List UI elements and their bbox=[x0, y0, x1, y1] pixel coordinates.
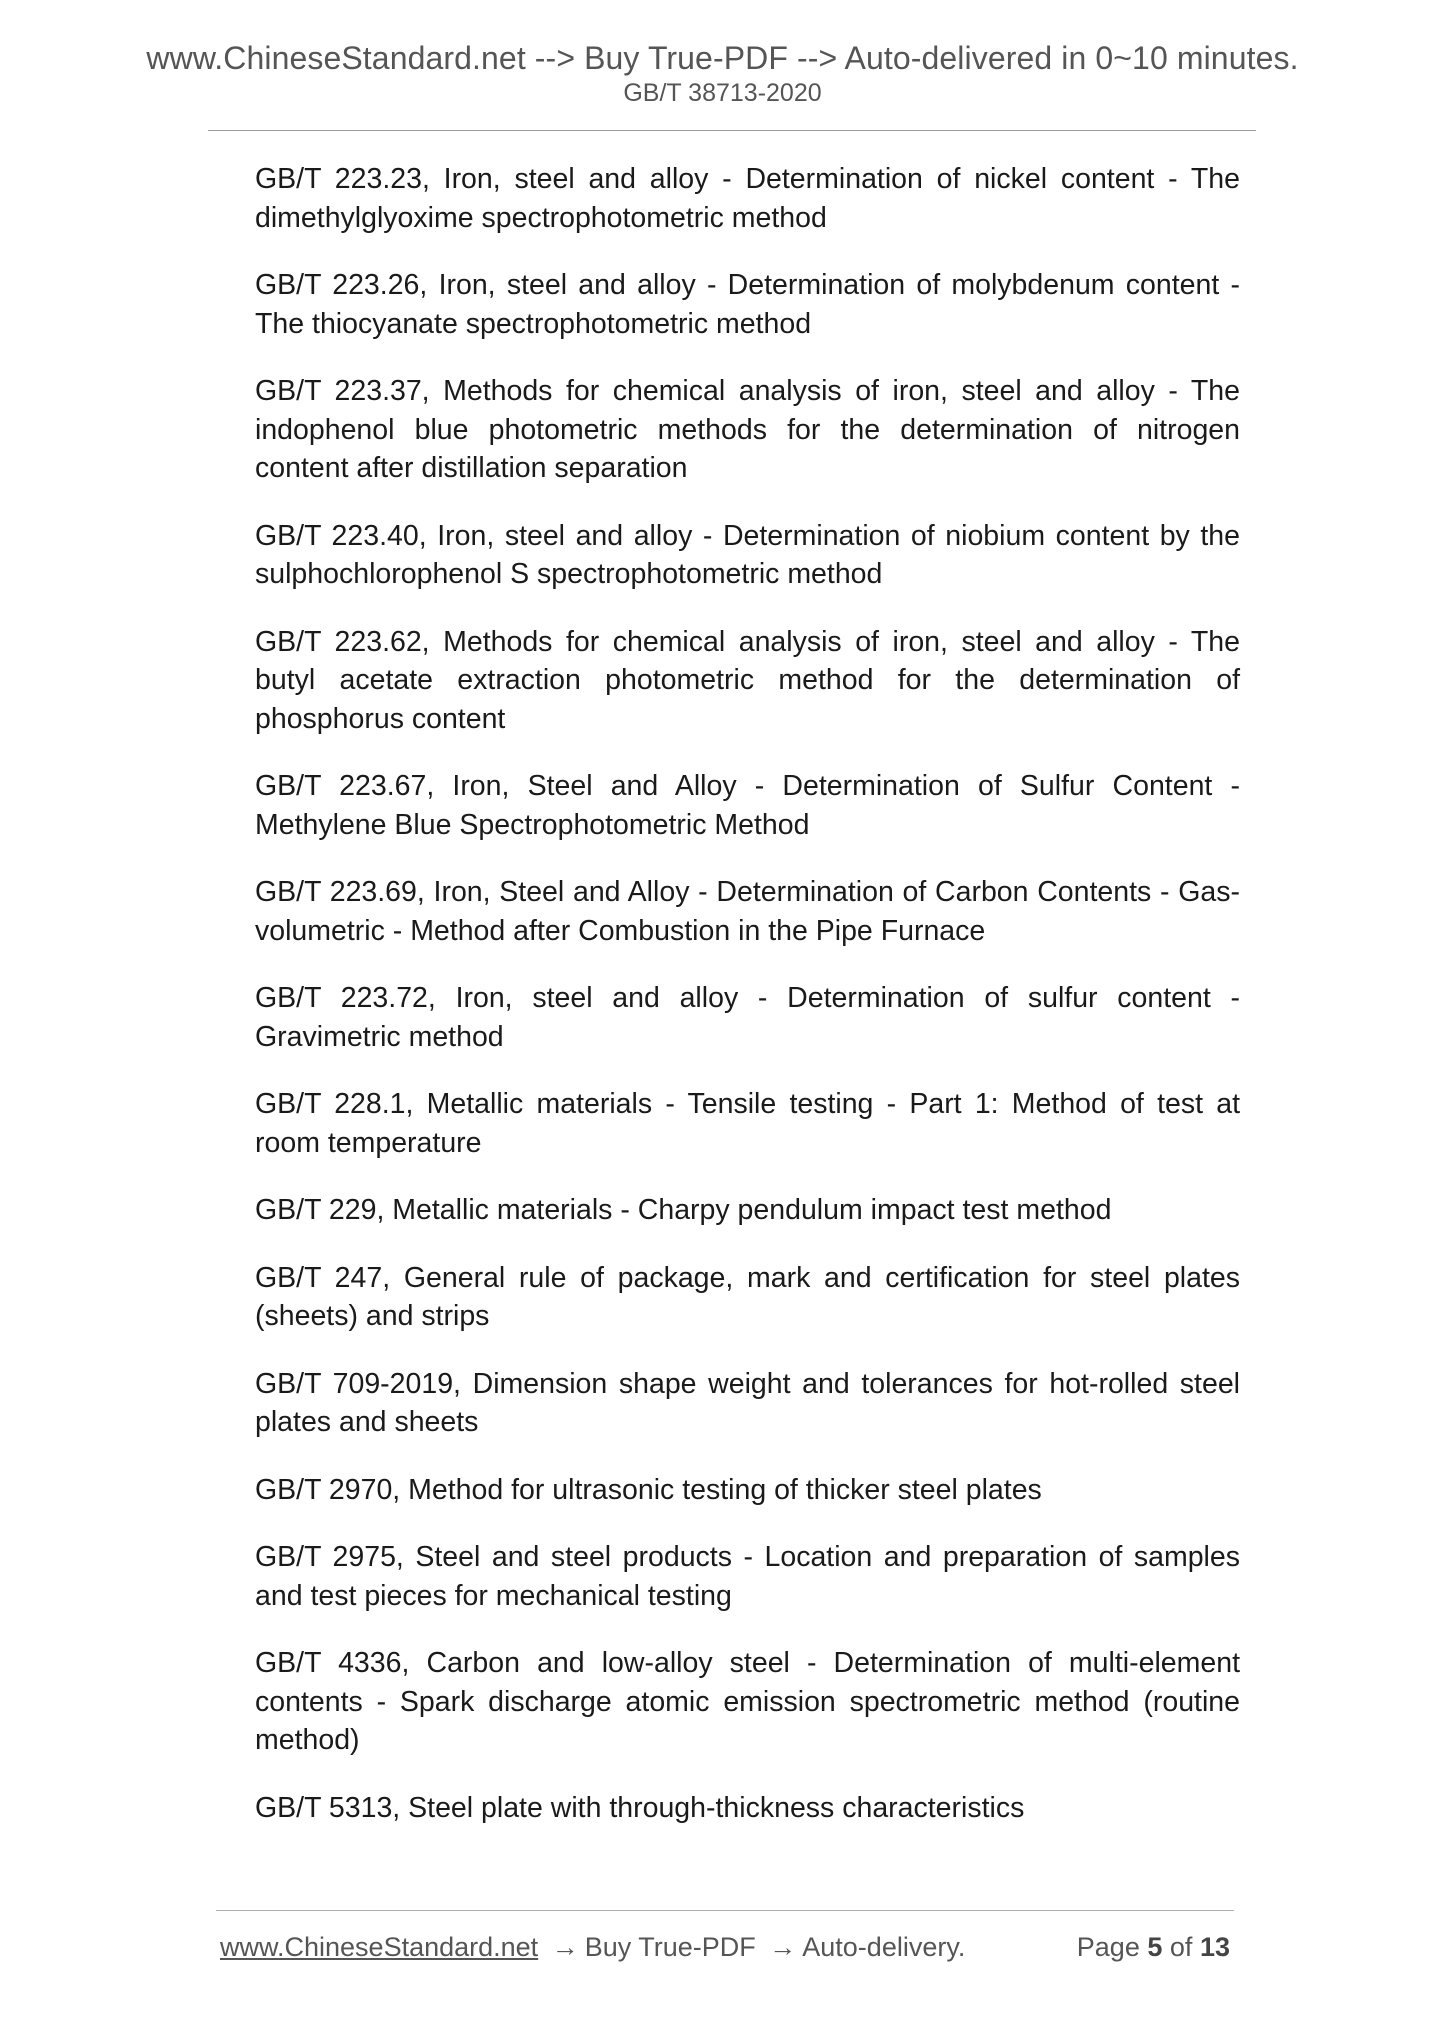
arrow-right-icon: → bbox=[769, 1932, 797, 1962]
of-label: of bbox=[1169, 1932, 1193, 1962]
reference-item: GB/T 5313, Steel plate with through-thickness characteristics bbox=[255, 1791, 1025, 1824]
document-id: GB/T 38713-2020 bbox=[623, 79, 822, 107]
reference-item: GB/T 4336, Carbon and low-alloy steel - Determination of multi-element contents - Spark discharge atomic emission spectrometric method (routine method) bbox=[255, 1647, 1240, 1756]
auto-delivery-text: Auto-delivery. bbox=[802, 1932, 966, 1962]
reference-item: GB/T 223.37, Methods for chemical analysis of iron, steel and alloy - The indophenol blue photometric methods for the determination of nitrogen content after distillation separation bbox=[255, 375, 1240, 484]
page-indicator bbox=[1077, 1927, 1230, 1967]
header-divider bbox=[208, 130, 1256, 131]
page-header bbox=[0, 38, 1445, 108]
reference-item: GB/T 229, Metallic materials - Charpy pendulum impact test method bbox=[255, 1194, 1112, 1226]
reference-item: GB/T 223.62, Methods for chemical analysis of iron, steel and alloy - The butyl acetate extraction photometric method for the determination of phosphorus content bbox=[255, 625, 1240, 735]
reference-item: GB/T 223.69, Iron, Steel and Alloy - Determination of Carbon Contents - Gas-volumetric - Method after Combustion in the Pipe Furnace bbox=[255, 876, 1240, 947]
page-footer bbox=[220, 1927, 1230, 1967]
reference-item: GB/T 223.72, Iron, steel and alloy - Determination of sulfur content - Gravimetric method bbox=[255, 982, 1240, 1053]
arrow-right-icon: → bbox=[551, 1932, 579, 1962]
header-banner: www.ChineseStandard.net --> Buy True-PDF --> Auto-delivered in 0~10 minutes. bbox=[146, 40, 1299, 76]
reference-item: GB/T 2970, Method for ultrasonic testing of thicker steel plates bbox=[255, 1473, 1042, 1506]
reference-item: GB/T 223.67, Iron, Steel and Alloy - Determination of Sulfur Content - Methylene Blue Spectrophotometric Method bbox=[255, 770, 1240, 841]
site-link[interactable]: www.ChineseStandard.net bbox=[220, 1932, 539, 1962]
reference-item: GB/T 223.40, Iron, steel and alloy - Determination of niobium content by the sulphochlorophenol S spectrophotometric method bbox=[255, 519, 1240, 590]
page-label: Page bbox=[1076, 1932, 1140, 1962]
reference-item: GB/T 228.1, Metallic materials - Tensile testing - Part 1: Method of test at room temperature bbox=[255, 1088, 1240, 1159]
footer-divider bbox=[216, 1910, 1234, 1911]
current-page-number: 5 bbox=[1147, 1932, 1163, 1962]
buy-true-pdf-text: Buy True-PDF bbox=[584, 1932, 756, 1962]
reference-item: GB/T 223.23, Iron, steel and alloy - Determination of nickel content - The dimethylglyoxime spectrophotometric method bbox=[255, 163, 1240, 234]
normative-references-list bbox=[255, 160, 1240, 1856]
reference-item: GB/T 709-2019, Dimension shape weight and tolerances for hot-rolled steel plates and sheets bbox=[255, 1367, 1240, 1438]
total-pages: 13 bbox=[1199, 1932, 1230, 1962]
reference-item: GB/T 247, General rule of package, mark and certification for steel plates (sheets) and strips bbox=[255, 1261, 1240, 1332]
footer-promo bbox=[220, 1927, 965, 1967]
reference-item: GB/T 2975, Steel and steel products - Location and preparation of samples and test pieces for mechanical testing bbox=[255, 1541, 1240, 1612]
reference-item: GB/T 223.26, Iron, steel and alloy - Determination of molybdenum content - The thiocyanate spectrophotometric method bbox=[255, 269, 1240, 340]
